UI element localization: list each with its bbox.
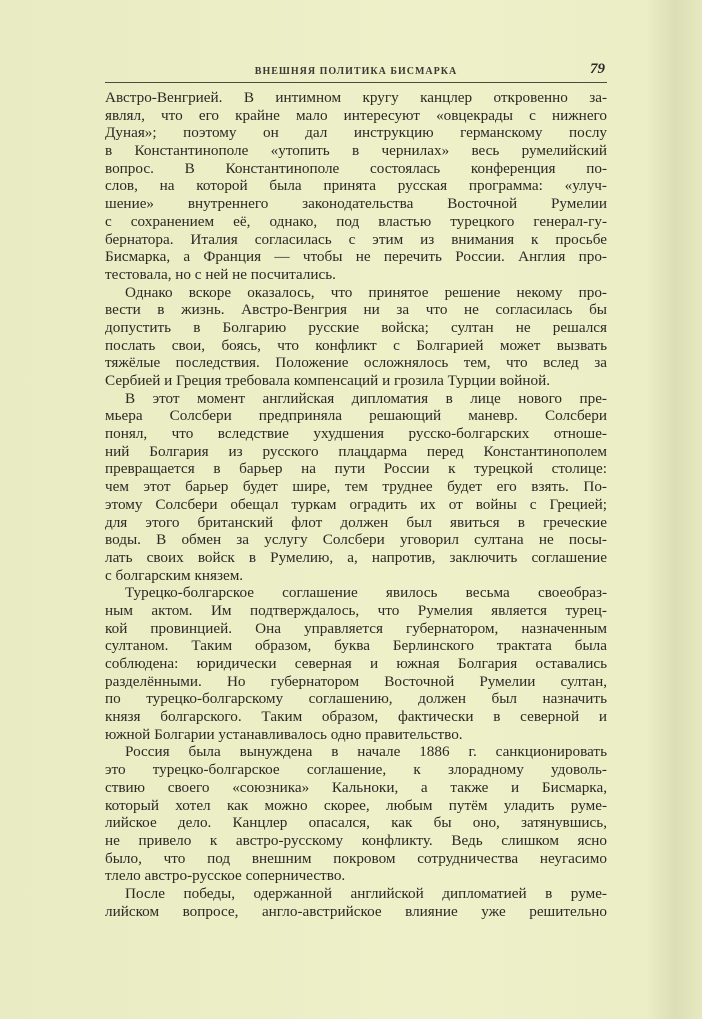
text-line-content: князя болгарского. Таким образом, фактически в северной и: [105, 708, 607, 726]
text-line-content: в Константинополе «утопить в чернилах» весь румелийский: [105, 142, 607, 160]
text-line-content: Бисмарка, а Франция — чтобы не перечить России. Англия про-: [105, 248, 607, 266]
text-line: [105, 231, 607, 249]
text-line-content: этому Солсбери обещал туркам оградить их от войны с Грецией;: [105, 495, 607, 513]
page-number: 79: [590, 61, 605, 77]
text-line: [105, 337, 607, 355]
text-line-content: В этот момент английская дипломатия в лице нового пре-: [125, 389, 607, 407]
text-line: [105, 549, 607, 567]
text-line-content: не привело к австро-русскому конфликту. Ведь слишком ясно: [105, 831, 607, 849]
text-line: [105, 743, 607, 761]
text-line: [105, 903, 607, 921]
text-line: [105, 248, 607, 266]
text-line-content: было, что под внешним покровом сотрудничества неугасимо: [105, 849, 607, 867]
text-line: [105, 160, 607, 178]
text-line: [105, 708, 607, 726]
text-line-content: Австро-Венгрией. В интимном кругу канцлер откровенно за-: [105, 89, 607, 106]
text-line-content: султаном. Таким образом, буква Берлинского трактата была: [105, 637, 607, 655]
text-line: [105, 496, 607, 514]
paragraph: [105, 885, 607, 920]
text-line-content: Сербией и Греция требовала компенсаций и грозила Турции войной.: [105, 372, 551, 389]
paragraph: [105, 284, 607, 390]
text-line: [105, 655, 607, 673]
text-line-content: вести в жизнь. Австро-Венгрия ни за что не согласилась бы: [105, 301, 607, 319]
text-line: [105, 797, 607, 815]
text-line-content: тлело австро-русское соперничество.: [105, 867, 346, 885]
text-line-content: Однако вскоре оказалось, что принятое решение некому про-: [125, 283, 607, 301]
text-line: [105, 602, 607, 620]
text-line: [105, 584, 607, 602]
text-line-content: Дуная»; поэтому он дал инструкцию германскому послу: [105, 124, 607, 142]
text-line: [105, 354, 607, 372]
text-line-content: вопрос. В Константинополе состоялась конференция по-: [105, 159, 607, 177]
text-line: [105, 867, 607, 885]
text-line-content: слов, на которой была принята русская программа: «улуч-: [105, 177, 607, 195]
text-line-content: тестовала, но с ней не посчитались.: [105, 265, 336, 283]
text-line-content: тяжёлые последствия. Положение осложнялось тем, что вслед за: [105, 354, 607, 372]
text-line-content: После победы, одержанной английской дипломатией в руме-: [125, 884, 607, 902]
text-line-content: с сохранением её, однако, под властью турецкого генерал-гу-: [105, 212, 607, 230]
text-line: [105, 673, 607, 691]
running-header: [105, 60, 607, 83]
text-line: [105, 319, 607, 337]
text-line: [105, 301, 607, 319]
text-line-content: с болгарским князем.: [105, 566, 244, 584]
text-line: [105, 779, 607, 797]
text-line: [105, 407, 607, 425]
text-line: [105, 885, 607, 903]
text-line-content: разделёнными. Но губернатором Восточной Румелии султан,: [105, 672, 607, 690]
paragraph: [105, 89, 607, 284]
text-line-content: мьера Солсбери предприняла решающий маневр. Солсбери: [105, 407, 607, 425]
text-line: [105, 514, 607, 532]
text-line-content: шение» внутреннего законодательства Восточной Румелии: [105, 195, 607, 213]
text-line-content: лать своих войск в Румелию, а, напротив, заключить соглашение: [105, 548, 607, 566]
text-line-content: ствию своего «союзника» Кальноки, а также и Бисмарка,: [105, 778, 607, 796]
text-line-content: чем этот барьер будет шире, тем труднее будет его взять. По-: [105, 478, 607, 496]
text-line: [105, 726, 607, 744]
text-line-content: ным актом. Им подтверждалось, что Румелия является турец-: [105, 601, 607, 619]
text-line-content: кой провинцией. Она управляется губернатором, назначенным: [105, 619, 607, 637]
text-line-content: Россия была вынуждена в начале 1886 г. санкционировать: [125, 743, 607, 761]
text-line: [105, 284, 607, 302]
text-line: [105, 690, 607, 708]
text-line-content: являл, что его крайне мало интересуют «овцекрады с нижнего: [105, 106, 607, 124]
text-line-content: понял, что вследствие ухудшения русско-болгарских отноше-: [105, 425, 607, 443]
text-line: [105, 620, 607, 638]
text-line-content: для этого британский флот должен был явиться в греческие: [105, 513, 607, 531]
paragraph: [105, 584, 607, 743]
text-line-content: соблюдена: юридически северная и южная Болгария оставались: [105, 655, 607, 672]
text-line: [105, 142, 607, 160]
text-line: [105, 89, 607, 107]
text-line-content: южной Болгарии устанавливалось одно правительство.: [105, 725, 463, 743]
text-line: [105, 637, 607, 655]
text-line: [105, 478, 607, 496]
body-text: [105, 89, 607, 920]
text-line-content: ний Болгария из русского плацдарма перед Константинополем: [105, 442, 607, 460]
text-line: [105, 266, 607, 284]
paragraph: [105, 390, 607, 585]
text-line: [105, 107, 607, 125]
text-line-content: превращается в барьер на пути России к турецкой столице:: [105, 460, 607, 478]
text-line-content: воды. В обмен за услугу Солсбери уговорил султана не посы-: [105, 531, 607, 549]
text-line: [105, 390, 607, 408]
text-line: [105, 832, 607, 850]
text-line-content: допустить в Болгарию русские войска; султан не решался: [105, 318, 607, 336]
text-line-content: лийское дело. Канцлер опасался, как бы оно, затянувшись,: [105, 814, 607, 832]
text-line: [105, 814, 607, 832]
text-line: [105, 213, 607, 231]
text-line-content: лийском вопросе, англо-австрийское влияние уже решительно: [105, 902, 607, 920]
text-line: [105, 761, 607, 779]
text-line: [105, 460, 607, 478]
text-line-content: Турецко-болгарское соглашение явилось весьма своеобраз-: [125, 584, 607, 602]
running-title: ВНЕШНЯЯ ПОЛИТИКА БИСМАРКА: [254, 66, 458, 77]
text-line: [105, 195, 607, 213]
text-line: [105, 531, 607, 549]
text-line: [105, 372, 607, 390]
text-line: [105, 567, 607, 585]
text-line-content: по турецко-болгарскому соглашению, должен был назначить: [105, 690, 607, 708]
text-line: [105, 425, 607, 443]
text-line: [105, 124, 607, 142]
text-line-content: бернатора. Италия согласилась с этим из внимания к просьбе: [105, 230, 607, 248]
text-line-content: который хотел как можно скорее, любым путём уладить руме-: [105, 796, 607, 814]
text-line: [105, 850, 607, 868]
text-line-content: это турецко-болгарское соглашение, к злорадному удоволь-: [105, 761, 607, 779]
text-line: [105, 443, 607, 461]
text-line-content: послать свои, боясь, что конфликт с Болгарией может вызвать: [105, 336, 607, 354]
text-line: [105, 177, 607, 195]
paragraph: [105, 743, 607, 885]
